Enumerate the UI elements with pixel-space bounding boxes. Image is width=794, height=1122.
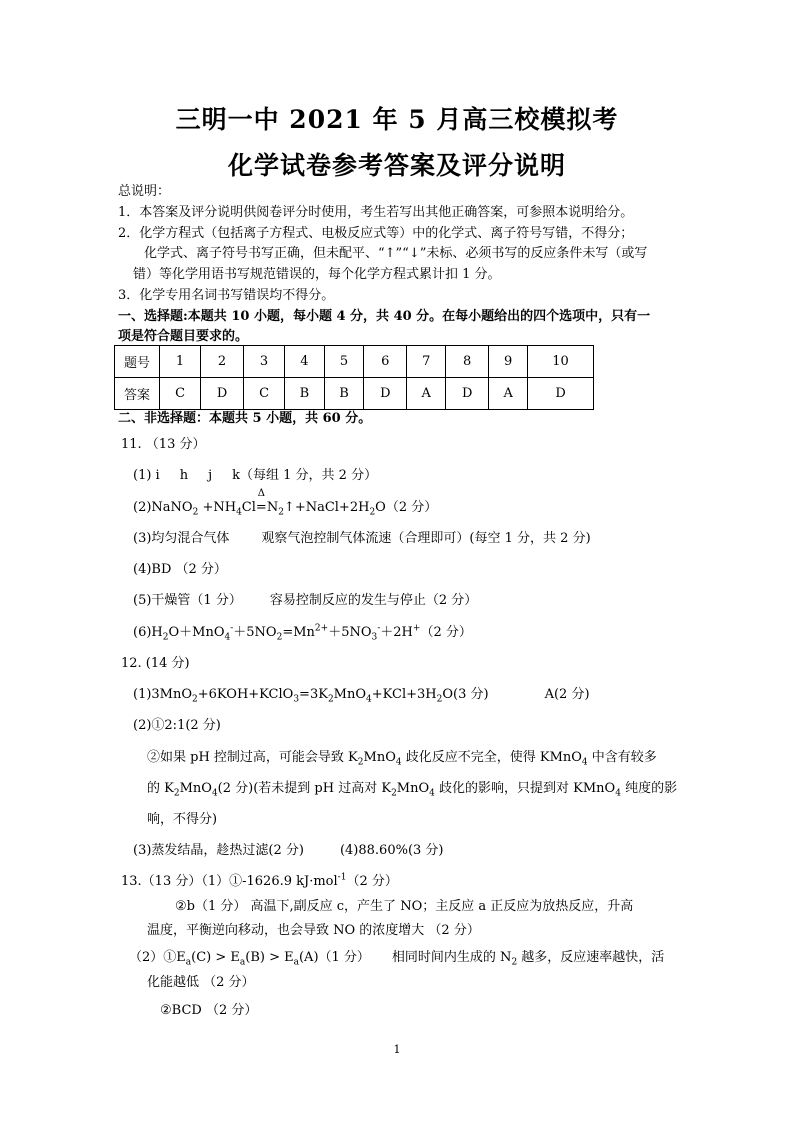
- q11-part1: (1) i h j k（每组 1 分，共 2 分）: [133, 468, 378, 483]
- q12-part2-d: 响，不得分): [147, 812, 218, 827]
- q11-part6: $(6)H_2O+MnO_4^-+5NO_2=Mn^{2+}+5NO_3^-+2H^+(2$ 分）: [133, 623, 472, 643]
- table-row-label: 题号: [115, 346, 160, 378]
- title-line-2: 化学试卷参考答案及评分说明: [227, 151, 566, 180]
- table-cell: 2: [201, 346, 244, 378]
- part2-heading: 二、非选择题：本题共 5 小题，共 60 分。: [118, 411, 372, 426]
- q11-part3: (3)均匀混合气体 观察气泡控制气体流速（合理即可）(每空 1 分，共 2 分): [133, 531, 591, 546]
- q11-part2: (2)NaNO$_2$ $+NH_4Cl$ Δ $=N_2↑+NaCl+2H_2O(2$ 分）: [133, 488, 438, 518]
- q13-line-2: ②b（1 分） 高温下,副反应 c，产生了 NO；主反应 a 正反应为放热反应，升高: [175, 899, 634, 914]
- part1-heading-a: 一、选择题:本题共 10 小题，每小题 4 分，共 40 分。在每小题给出的四个选项中，只有一: [118, 309, 651, 324]
- q11-part5: (5)干燥管（1 分） 容易控制反应的发生与停止（2 分）: [133, 593, 478, 608]
- q12-part2-b: ②如果 pH 控制过高，可能会导致 $K_2MnO_4$ 歧化反应不完全，使得 KMnO$_4$ 中含有较多: [147, 750, 657, 768]
- q12-part2-c: 的 $K_2MnO_4(2$ 分)(若未提到 pH 过高对 $K_2MnO_4$ 歧化的影响，只提到对 KMnO$_4$ 纯度的影: [147, 781, 678, 799]
- heat-condition: Δ =: [255, 488, 267, 515]
- q12-header: 12. (14 分): [121, 656, 190, 671]
- table-cell: 8: [446, 346, 489, 378]
- table-cell: D: [201, 378, 244, 410]
- table-cell: B: [324, 378, 364, 410]
- general-item-1: 1．本答案及评分说明供阅卷评分时使用，考生若写出其他正确答案，可参照本说明给分。: [118, 205, 634, 220]
- q13-line-3: 温度，平衡逆向移动，也会导致 NO 的浓度增大 （2 分）: [147, 923, 480, 938]
- answer-table: [114, 345, 594, 410]
- table-row: [115, 346, 594, 378]
- q12-part3-4: (3)蒸发结晶，趁热过滤(2 分) (4)88.60%(3 分): [133, 843, 444, 858]
- q13-line-6: ②BCD （2 分）: [160, 1003, 258, 1018]
- table-cell: 7: [407, 346, 446, 378]
- part1-heading-b: 项是符合题目要求的。: [118, 329, 249, 344]
- table-cell: 3: [244, 346, 285, 378]
- table-row-label: 答案: [115, 378, 160, 410]
- table-row: [115, 378, 594, 410]
- table-cell: A: [407, 378, 446, 410]
- title-line-1: 三明一中 2021 年 5 月高三校模拟考: [175, 105, 619, 134]
- q12-part2: (2)①2:1(2 分): [133, 718, 221, 733]
- table-cell: 9: [489, 346, 528, 378]
- table-cell: B: [285, 378, 325, 410]
- table-cell: 1: [160, 346, 201, 378]
- q11-header: 11. （13 分）: [121, 437, 206, 452]
- table-cell: 10: [528, 346, 594, 378]
- general-heading: 总说明：: [118, 184, 171, 199]
- page-number: 1: [393, 1043, 401, 1056]
- q11-part4: (4)BD （2 分）: [133, 562, 227, 577]
- table-cell: A: [489, 378, 528, 410]
- q13-line-1: 13.（13 分）（1）①-1626.9 kJ·mol$^{-1}$（2 分）: [121, 872, 398, 889]
- q13-line-5: 化能越低 （2 分）: [147, 975, 255, 990]
- table-cell: 5: [324, 346, 364, 378]
- table-cell: C: [160, 378, 201, 410]
- table-cell: 6: [364, 346, 407, 378]
- table-cell: D: [446, 378, 489, 410]
- general-item-2c: 错）等化学用语书写规范错误的，每个化学方程式累计扣 1 分。: [133, 267, 501, 282]
- general-item-2b: 化学式、离子符号书写正确，但未配平、“↑”“↓”未标、必须书写的反应条件未写（或写: [144, 246, 648, 261]
- general-item-2a: 2．化学方程式（包括离子方程式、电极反应式等）中的化学式、离子符号写错，不得分；: [118, 226, 634, 241]
- general-item-3: 3．化学专用名词书写错误均不得分。: [118, 288, 335, 303]
- table-cell: 4: [285, 346, 325, 378]
- q13-line-4: $(2)①E_a(C) > E_a(B) > E_a(A)(1$ 分） 相同时间内生成的 $N_2$ 越多，反应速率越快，活: [129, 950, 665, 968]
- table-cell: C: [244, 378, 285, 410]
- table-cell: D: [528, 378, 594, 410]
- q12-part1: $(1)3MnO_2+6KOH+KClO_3=3K_2MnO_4+KCl+3H_2O(3$ 分) A(2 分): [133, 687, 590, 705]
- table-cell: D: [364, 378, 407, 410]
